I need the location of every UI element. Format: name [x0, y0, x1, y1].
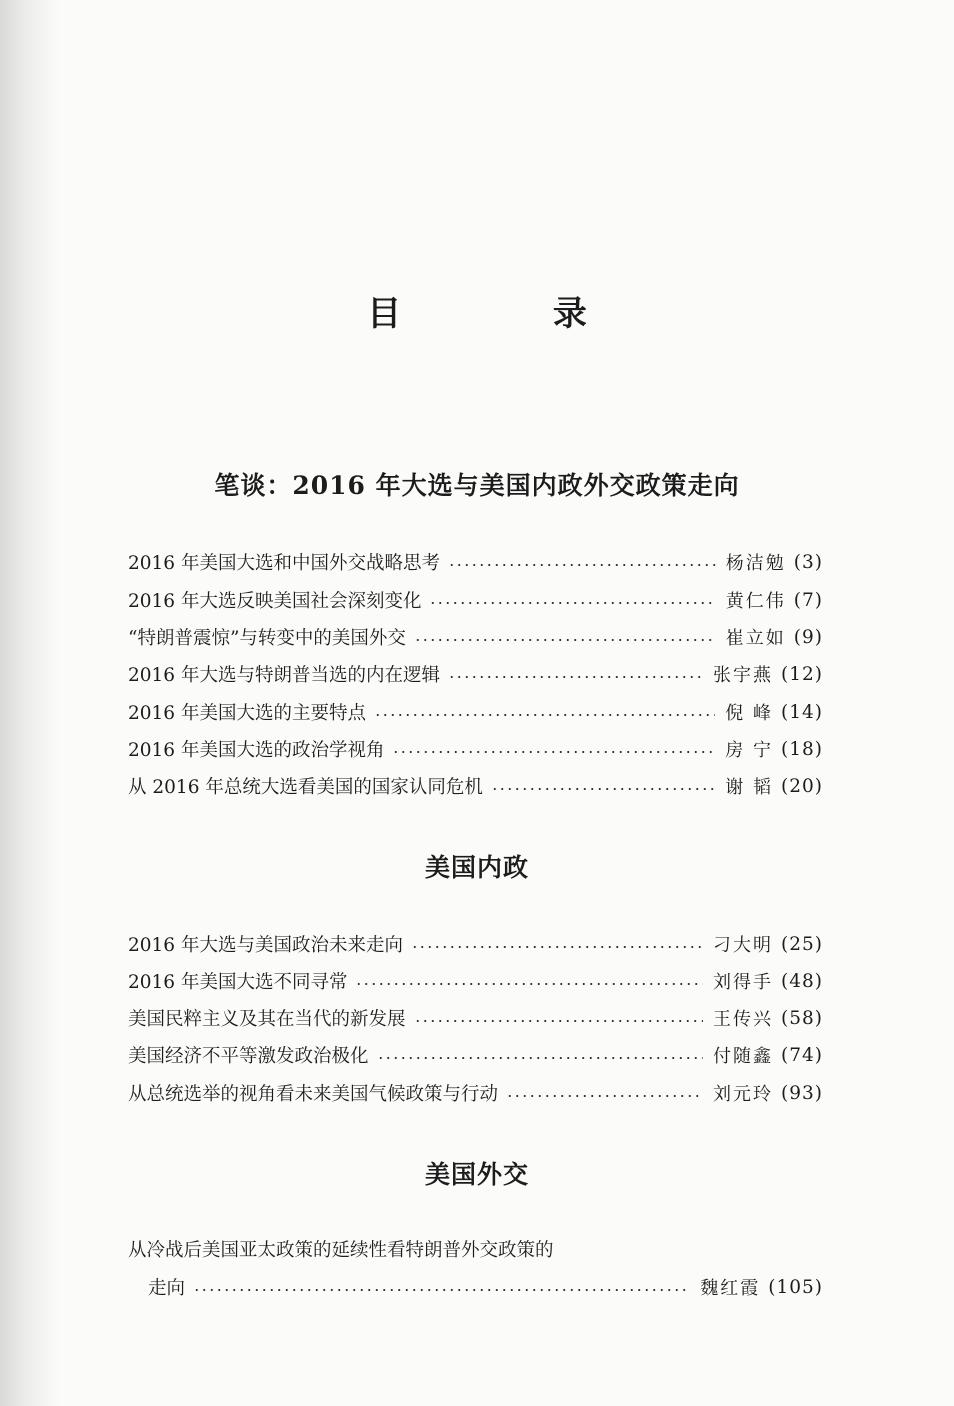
leader-dots: [355, 983, 703, 985]
entry-title: 从总统选举的视角看未来美国气候政策与行动: [128, 1084, 499, 1105]
section-title-foreign: 美国外交: [424, 1160, 529, 1189]
entry-title-line2: 走向: [148, 1278, 186, 1299]
leader-dots: [506, 1095, 703, 1097]
entry-title: 2016 年大选与特朗普当选的内在逻辑: [128, 665, 440, 686]
toc-entry[interactable]: [128, 1003, 823, 1033]
section-title-bitan: 笔谈：2016 年大选与美国内政外交政策走向: [214, 471, 740, 500]
entry-author: 刘元玲: [713, 1084, 774, 1105]
entry-author: 房 宁: [725, 740, 774, 761]
leader-dots: [448, 676, 703, 678]
entry-author: 崔立如: [725, 628, 786, 649]
toc-entry[interactable]: [128, 1078, 823, 1108]
entry-page: (93): [781, 1082, 823, 1104]
entry-page: (48): [781, 970, 823, 992]
entry-title: 2016 年美国大选的主要特点: [128, 703, 366, 724]
leader-dots: [377, 1057, 704, 1059]
entry-page: (12): [781, 663, 823, 685]
entry-author: 黄仁伟: [725, 591, 786, 612]
toc-entry[interactable]: [128, 929, 823, 959]
entry-author: 刘得手: [713, 972, 774, 993]
leader-dots: [411, 946, 703, 948]
toc-entry[interactable]: [128, 622, 823, 652]
leader-dots: [392, 751, 715, 753]
toc-entry[interactable]: [148, 1272, 823, 1302]
toc-entry[interactable]: [128, 697, 823, 727]
entry-author: 倪 峰: [725, 703, 774, 724]
toc-entry[interactable]: [128, 547, 823, 577]
entry-author: 张宇燕: [713, 665, 774, 686]
section-title-domestic: 美国内政: [424, 853, 529, 882]
entry-title: 2016 年美国大选的政治学视角: [128, 740, 385, 761]
entry-author: 王传兴: [713, 1009, 774, 1030]
entry-title-line1[interactable]: 从冷战后美国亚太政策的延续性看特朗普外交政策的: [128, 1240, 554, 1261]
book-spine-shadow: [0, 0, 60, 1406]
entry-page: (74): [781, 1044, 823, 1066]
leader-dots: [448, 564, 716, 566]
entry-title: 2016 年美国大选不同寻常: [128, 972, 348, 993]
entry-page: (25): [781, 933, 823, 955]
toc-entry[interactable]: [128, 585, 823, 615]
entry-title: 美国经济不平等激发政治极化: [128, 1046, 369, 1067]
entry-title: 2016 年美国大选和中国外交战略思考: [128, 553, 440, 574]
entry-title: “特朗普震惊”与转变中的美国外交: [128, 628, 406, 649]
entry-page: (9): [793, 626, 823, 648]
entry-page: (58): [781, 1007, 823, 1029]
entry-page: (3): [793, 551, 823, 573]
entry-page: (20): [781, 775, 823, 797]
page-title: 目 录: [367, 294, 657, 334]
entry-author: 付随鑫: [713, 1046, 774, 1067]
entry-title: 2016 年大选与美国政治未来走向: [128, 935, 403, 956]
entry-author: 魏红霞: [700, 1278, 761, 1299]
toc-entry[interactable]: [128, 659, 823, 689]
leader-dots: [491, 788, 715, 790]
toc-entry[interactable]: [128, 771, 823, 801]
leader-dots: [429, 602, 715, 604]
leader-dots: [193, 1289, 690, 1291]
leader-dots: [414, 1020, 704, 1022]
entry-page: (7): [793, 589, 823, 611]
toc-entry[interactable]: [128, 734, 823, 764]
leader-dots: [374, 714, 715, 716]
toc-entry[interactable]: [128, 966, 823, 996]
entry-page: (105): [768, 1276, 823, 1298]
entry-page: (14): [781, 701, 823, 723]
entry-title: 从 2016 年总统大选看美国的国家认同危机: [128, 777, 483, 798]
entry-author: 谢 韬: [725, 777, 774, 798]
entry-title: 美国民粹主义及其在当代的新发展: [128, 1009, 406, 1030]
leader-dots: [414, 639, 716, 641]
entry-page: (18): [781, 738, 823, 760]
entry-author: 杨洁勉: [725, 553, 786, 574]
toc-entry[interactable]: [128, 1040, 823, 1070]
entry-title: 2016 年大选反映美国社会深刻变化: [128, 591, 422, 612]
entry-author: 刁大明: [713, 935, 774, 956]
